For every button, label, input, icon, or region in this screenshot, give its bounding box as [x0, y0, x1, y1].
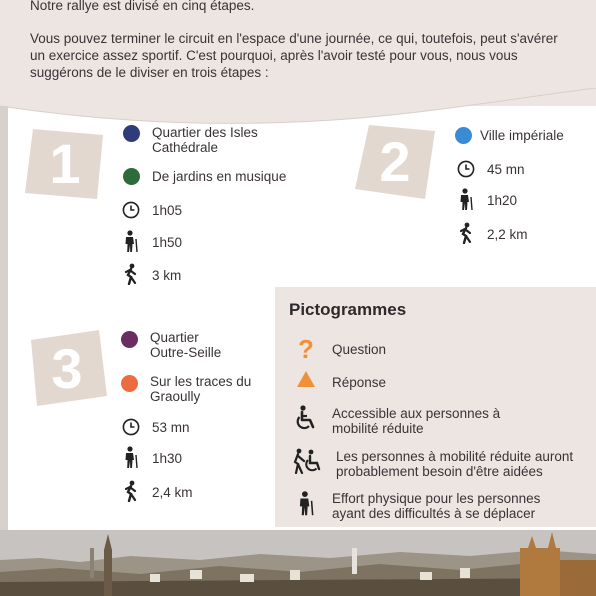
picto-item-assisted: Les personnes à mobilité réduite auront probablement besoin d'être aidées	[292, 448, 582, 479]
color-dot-icon	[455, 127, 472, 144]
stage-3-distance: 2,4 km	[122, 482, 193, 500]
city-panorama-photo	[0, 530, 596, 596]
clock-icon	[122, 418, 140, 436]
color-dot-icon	[123, 168, 140, 185]
question-mark-icon: ?	[298, 334, 314, 364]
picto-item-wheelchair: Accessible aux personnes à mobilité réduite	[292, 405, 582, 436]
color-dot-icon	[121, 375, 138, 392]
stage-2-place-1: Ville impériale	[454, 126, 564, 144]
clock-icon	[122, 201, 140, 219]
person-cane-icon	[122, 448, 140, 466]
stage-2-number: 2	[355, 123, 435, 199]
stage-1-place-1: Quartier des Isles Cathédrale	[122, 124, 258, 155]
color-dot-icon	[121, 331, 138, 348]
stage-1-distance: 3 km	[122, 265, 181, 283]
intro-line: Notre rallye est divisé en cinq étapes.	[30, 0, 255, 13]
stage-1-number: 1	[25, 125, 105, 201]
walker-icon	[457, 224, 475, 242]
triangle-icon	[292, 370, 320, 398]
person-cane-icon	[457, 190, 475, 208]
left-edge-strip	[0, 106, 8, 542]
pictogrammes-title: Pictogrammes	[289, 300, 407, 319]
stage-1-place-2: De jardins en musique	[122, 167, 286, 185]
picto-item-answer: Réponse	[292, 370, 582, 398]
person-cane-icon	[122, 232, 140, 250]
wheelchair-icon	[292, 405, 320, 433]
stage-1-time: 1h05	[122, 201, 182, 219]
stage-3-time: 53 mn	[122, 418, 190, 436]
stage-2-time-reduced: 1h20	[457, 190, 517, 208]
picto-item-question: ? Question	[292, 336, 582, 364]
intro-paragraph: Vous pouvez terminer le circuit en l'espace d'une journée, ce qui, toutefois, peut s'avérer un exercice assez sportif. C'est pourquoi, après l'avoir testé pour vous, nous vous suggérons de le diviser en trois étapes :	[30, 31, 558, 80]
stage-2-time: 45 mn	[457, 160, 525, 178]
picto-item-physical-effort: Effort physique pour les personnes ayant des difficultés à se déplacer	[292, 490, 582, 521]
clock-icon	[457, 160, 475, 178]
person-cane-icon	[292, 490, 320, 518]
walker-icon	[122, 482, 140, 500]
stage-1-time-reduced: 1h50	[122, 232, 182, 250]
stage-3-time-reduced: 1h30	[122, 448, 182, 466]
stage-3-place-1: Quartier Outre-Seille	[120, 330, 221, 360]
cityscape-image	[0, 530, 596, 596]
wheelchair-helper-icon	[292, 448, 324, 476]
walker-icon	[122, 265, 140, 283]
stage-2-distance: 2,2 km	[457, 224, 528, 242]
stage-3-number: 3	[27, 330, 107, 406]
color-dot-icon	[123, 125, 140, 142]
stage-3-place-2: Sur les traces du Graoully	[120, 374, 251, 404]
